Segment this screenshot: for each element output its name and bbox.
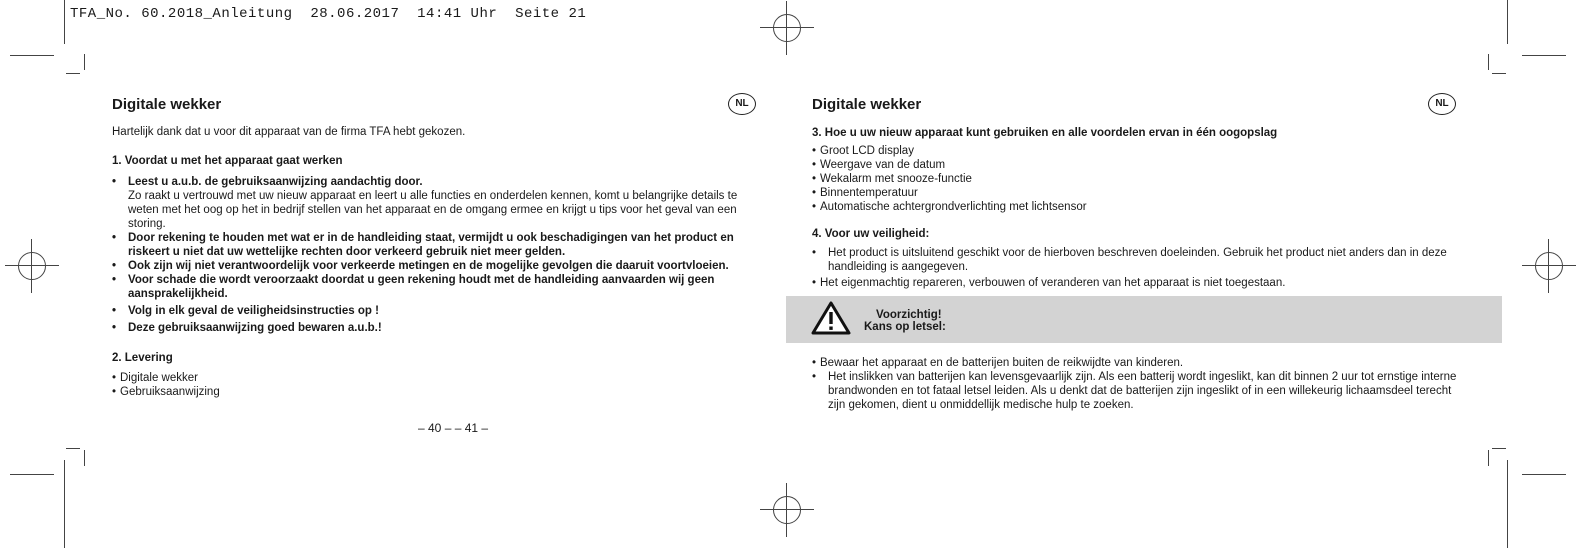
list-item: • Weergave van de datum [812, 158, 1462, 172]
left-page [112, 92, 762, 399]
list-item: • Gebruiksaanwijzing [112, 385, 762, 399]
section-3-heading: 3. Hoe u uw nieuw apparaat kunt gebruiken en alle voordelen ervan in één oogopslag [812, 127, 1278, 139]
list-item: • Bewaar het apparaat en de batterijen buiten de reikwijdte van kinderen. [812, 356, 1462, 370]
right-page [812, 92, 1462, 290]
warning-box [786, 296, 1502, 343]
list-item: • Leest u a.u.b. de gebruiksaanwijzing aandachtig door. Zo raakt u vertrouwd met uw nieuw apparaat en leert u alle functies en onderdelen kennen, komt u belangrijke details te weten met het oog op het in bedrijf stellen van het apparaat en de omgang ermee en krijgt u tips voor het geval van een storing. [112, 175, 762, 231]
list-item: • Door rekening te houden met wat er in de handleiding staat, vermijdt u ook beschadigingen van het product en riskeert u niet dat uw wettelijke rechten door verkeerd gebruik niet meer gelden. [112, 231, 762, 259]
after-warning-section [812, 352, 1462, 412]
section-3-list [812, 144, 1462, 214]
section-2-heading: 2. Levering [112, 352, 173, 364]
left-page-title: Digitale wekker [112, 96, 222, 113]
list-item: • Het inslikken van batterijen kan levensgevaarlijk zijn. Als een batterij wordt ingeslikt, kan dit binnen 2 uur tot ernstige interne brandwonden en tot fataal letsel leiden. Als u denkt dat de batterijen zijn ingeslikt of in een willekeurig lichaamsdeel terecht zijn gekomen, dient u onmiddellijk medische hulp te zoeken. [812, 370, 1462, 412]
list-item: • Het eigenmachtig repareren, verbouwen of veranderen van het apparaat is niet toegestaan. [812, 276, 1462, 290]
section-1-list [112, 175, 762, 335]
list-item: • Binnentemperatuur [812, 186, 1462, 200]
language-badge-nl: NL [1428, 93, 1456, 115]
section-2-list [112, 371, 762, 399]
section-4-list [812, 246, 1462, 274]
list-item: • Het product is uitsluitend geschikt voor de hierboven beschreven doeleinden. Gebruik het product niet anders dan in deze handleiding is aangegeven. [812, 246, 1462, 274]
list-item: • Deze gebruiksaanwijzing goed bewaren a.u.b.! [112, 321, 762, 335]
list-item: • Voor schade die wordt veroorzaakt doordat u geen rekening houdt met de handleiding aanvaarden wij geen aansprakelijkheid. [112, 273, 762, 301]
list-item: • Wekalarm met snooze-functie [812, 172, 1462, 186]
warning-triangle-icon [811, 301, 851, 335]
language-badge-nl: NL [728, 93, 756, 115]
registration-mark-bottom [773, 496, 801, 524]
list-item: • Volg in elk geval de veiligheidsinstructies op ! [112, 304, 762, 318]
registration-mark-top [773, 14, 801, 42]
registration-mark-right [1535, 252, 1563, 280]
after-warning-list [812, 356, 1462, 370]
list-item: • Groot LCD display [812, 144, 1462, 158]
registration-mark-left [18, 252, 46, 280]
section-4-list-cont [812, 276, 1462, 290]
page-numbers: – 40 – – 41 – [418, 421, 489, 435]
section-1-heading: 1. Voordat u met het apparaat gaat werken [112, 155, 343, 167]
section-4-heading: 4. Voor uw veiligheid: [812, 228, 930, 240]
list-item: • Ook zijn wij niet verantwoordelijk voor verkeerde metingen en de mogelijke gevolgen die daaruit voortvloeien. [112, 259, 762, 273]
warning-text: Voorzichtig! Kans op letsel: [864, 309, 946, 333]
intro-text: Hartelijk dank dat u voor dit apparaat van de firma TFA hebt gekozen. [112, 126, 466, 138]
right-page-title: Digitale wekker [812, 96, 922, 113]
print-header: TFA_No. 60.2018_Anleitung 28.06.2017 14:41 Uhr Seite 21 [70, 6, 587, 22]
list-item: • Automatische achtergrondverlichting met lichtsensor [812, 200, 1462, 214]
after-warning-list-cont [812, 370, 1462, 412]
list-item: • Digitale wekker [112, 371, 762, 385]
